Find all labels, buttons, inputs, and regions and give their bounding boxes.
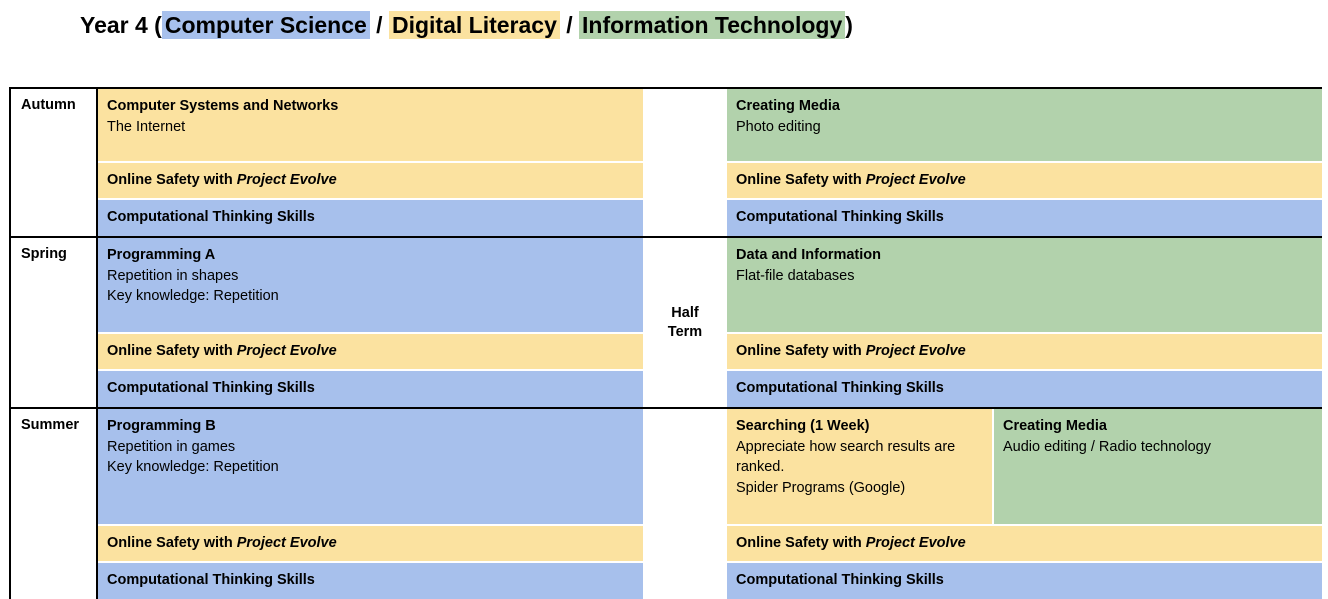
legend-computer-science: Computer Science xyxy=(162,11,370,39)
summer-first-half xyxy=(98,409,643,599)
computational-thinking-label: Computational Thinking Skills xyxy=(736,380,944,397)
online-safety-label xyxy=(107,170,634,191)
online-safety-cell xyxy=(98,163,643,201)
half-term-divider xyxy=(643,238,727,407)
split-unit-row xyxy=(727,409,1322,526)
spring-second-half xyxy=(727,238,1322,407)
half-term-label xyxy=(668,304,702,340)
unit-detail: Spider Programs (Google) xyxy=(736,479,906,496)
unit-cell xyxy=(98,409,643,526)
unit-title: Data and Information xyxy=(736,247,882,263)
unit-cell xyxy=(727,89,1322,163)
term-body xyxy=(98,89,1322,236)
autumn-second-half xyxy=(727,89,1322,236)
project-evolve-label: Project Evolve xyxy=(236,342,337,359)
online-safety-prefix: Online Safety with xyxy=(107,342,237,359)
computational-thinking-cell xyxy=(98,371,643,407)
unit-key-knowledge: Key knowledge: Repetition xyxy=(107,288,279,305)
online-safety-prefix: Online Safety with xyxy=(736,171,866,188)
computational-thinking-cell xyxy=(98,200,643,236)
term-row xyxy=(11,238,1322,409)
half-term-line-2: Term xyxy=(667,323,703,340)
title-separator-2: / xyxy=(559,12,580,38)
online-safety-label xyxy=(107,341,634,362)
unit-cell-creating-media xyxy=(994,409,1322,524)
page-title xyxy=(80,12,853,39)
online-safety-label xyxy=(736,341,1313,362)
project-evolve-label: Project Evolve xyxy=(865,534,966,551)
unit-subtitle: Flat-file databases xyxy=(736,267,855,284)
computational-thinking-cell xyxy=(727,563,1322,599)
unit-subtitle: Appreciate how search results are ranked. xyxy=(736,438,956,476)
computational-thinking-cell xyxy=(727,371,1322,407)
computational-thinking-cell xyxy=(727,200,1322,236)
spring-first-half xyxy=(98,238,643,407)
online-safety-prefix: Online Safety with xyxy=(736,534,866,551)
project-evolve-label: Project Evolve xyxy=(236,171,337,188)
unit-subtitle: Repetition in shapes xyxy=(107,267,239,284)
online-safety-prefix: Online Safety with xyxy=(107,534,237,551)
online-safety-cell xyxy=(98,526,643,564)
legend-digital-literacy: Digital Literacy xyxy=(389,11,560,39)
online-safety-label xyxy=(736,533,1313,554)
curriculum-grid xyxy=(9,87,1322,599)
online-safety-cell xyxy=(727,163,1322,201)
computational-thinking-label: Computational Thinking Skills xyxy=(107,209,315,226)
unit-title: Creating Media xyxy=(1003,418,1107,434)
term-body xyxy=(98,238,1322,407)
unit-subtitle: Audio editing / Radio technology xyxy=(1003,438,1211,455)
term-row xyxy=(11,409,1322,599)
half-term-divider xyxy=(643,89,727,236)
title-separator-1: / xyxy=(369,12,389,38)
term-label-autumn: Autumn xyxy=(11,89,98,236)
autumn-first-half xyxy=(98,89,643,236)
page-title-prefix: Year 4 ( xyxy=(80,12,162,38)
online-safety-prefix: Online Safety with xyxy=(107,171,237,188)
unit-title: Programming B xyxy=(107,418,216,434)
unit-title: Searching (1 Week) xyxy=(736,418,870,434)
project-evolve-label: Project Evolve xyxy=(236,534,337,551)
online-safety-cell xyxy=(98,334,643,372)
online-safety-cell xyxy=(727,526,1322,564)
unit-subtitle: Repetition in games xyxy=(107,438,236,455)
term-row xyxy=(11,89,1322,238)
project-evolve-label: Project Evolve xyxy=(865,171,966,188)
unit-cell xyxy=(727,238,1322,334)
half-term-divider xyxy=(643,409,727,599)
half-term-line-1: Half xyxy=(671,305,699,322)
unit-cell-searching xyxy=(727,409,994,524)
unit-subtitle: The Internet xyxy=(107,118,186,135)
unit-title: Creating Media xyxy=(736,98,840,114)
computational-thinking-cell xyxy=(98,563,643,599)
unit-cell xyxy=(98,238,643,334)
unit-title: Programming A xyxy=(107,247,216,263)
computational-thinking-label: Computational Thinking Skills xyxy=(736,572,944,589)
online-safety-cell xyxy=(727,334,1322,372)
unit-subtitle: Photo editing xyxy=(736,118,821,135)
project-evolve-label: Project Evolve xyxy=(865,342,966,359)
computational-thinking-label: Computational Thinking Skills xyxy=(107,572,315,589)
computational-thinking-label: Computational Thinking Skills xyxy=(107,380,315,397)
computational-thinking-label: Computational Thinking Skills xyxy=(736,209,944,226)
online-safety-label xyxy=(736,170,1313,191)
legend-information-technology: Information Technology xyxy=(579,11,845,39)
unit-key-knowledge: Key knowledge: Repetition xyxy=(107,459,279,476)
unit-cell xyxy=(98,89,643,163)
term-body xyxy=(98,409,1322,599)
summer-second-half xyxy=(727,409,1322,599)
page-title-suffix: ) xyxy=(845,12,853,38)
term-label-summer: Summer xyxy=(11,409,98,599)
online-safety-prefix: Online Safety with xyxy=(736,342,866,359)
online-safety-label xyxy=(107,533,634,554)
term-label-spring: Spring xyxy=(11,238,98,407)
unit-title: Computer Systems and Networks xyxy=(107,98,339,114)
